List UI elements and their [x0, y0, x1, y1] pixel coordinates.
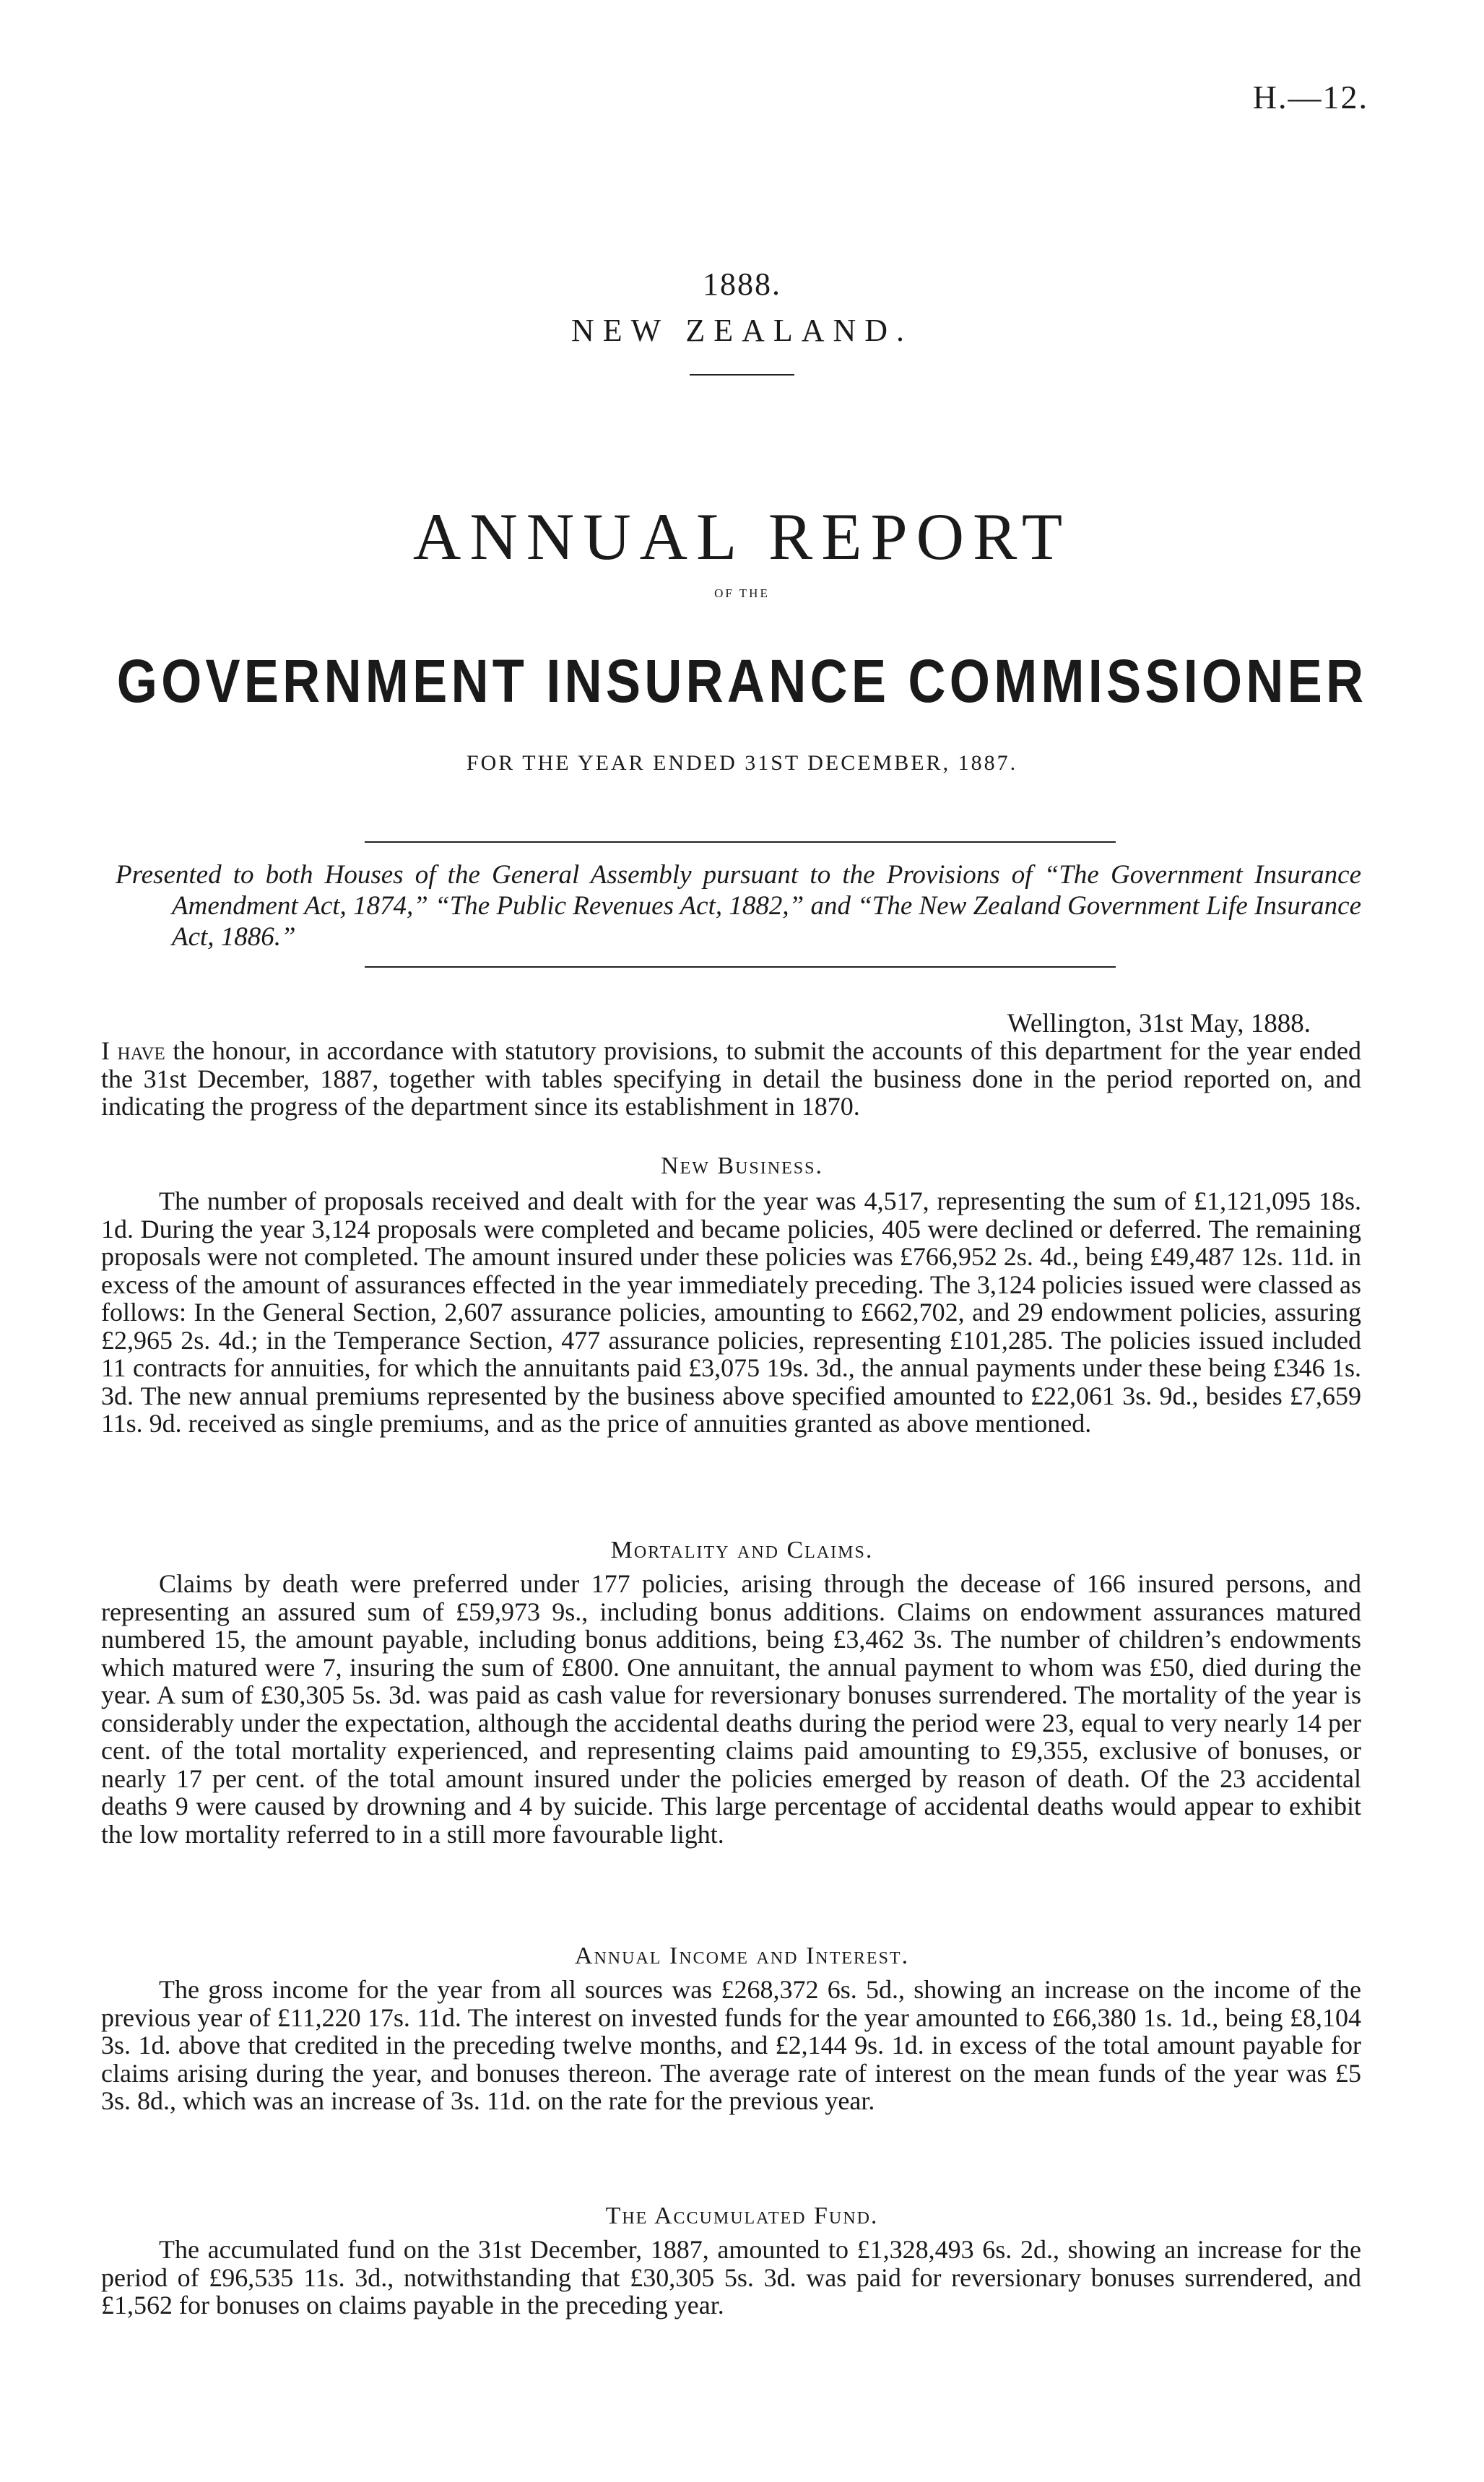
- report-subject: GOVERNMENT INSURANCE COMMISSIONER: [116, 647, 1368, 715]
- section-text-mortality: Claims by death were preferred under 177 policies, arising through the decease of 166 insured persons, and representing an assured sum of £59,973 9s., including bonus additions. Claims on endowment assurances matured numbered 15, the amount payable, including bonus additions, being £3,462 3s. The number of children’s endowments which matured were 7, insuring the sum of £800. One annuitant, the annual payment to whom was £50, died during the year. A sum of £30,305 5s. 3d. was paid as cash value for reversionary bonuses surrendered. The mortality of the year is considerably under the expectation, although the accidental deaths during the period were 23, equal to very nearly 14 per cent. of the total mortality experienced, and representing claims paid amounting to £9,355, exclusive of bonuses, or nearly 17 per cent. of the total amount insured under the policies emerged by reason of death. Of the 23 accidental deaths 9 were caused by drowning and 4 by suicide. This large percentage of accidental deaths would appear to exhibit the low mortality referred to in a still more favourable light.: [101, 1569, 1361, 1849]
- intro-paragraph: [101, 1037, 1361, 1121]
- intro-lead: I have: [101, 1036, 165, 1065]
- page-identifier: H.—12.: [1252, 79, 1368, 116]
- section-heading-mortality: Mortality and Claims.: [610, 1537, 874, 1563]
- presentation-note: Presented to both Houses of the General Assembly pursuant to the Provisions of “The Government Insurance Amendment Act, 1874,” “The Public Revenues Act, 1882,” and “The New Zealand Government Life Insurance Act, 1886.”: [116, 860, 1361, 952]
- divider-short: [690, 374, 794, 376]
- divider-bottom: [365, 966, 1116, 968]
- section-heading-accumulated-fund: The Accumulated Fund.: [605, 2203, 879, 2229]
- section-text-accumulated-fund: The accumulated fund on the 31st December, 1887, amounted to £1,328,493 6s. 2d., showing an increase for the period of £96,535 11s. 3d., notwithstanding that £30,305 5s. 3d. was paid for reversionary bonuses surrendered, and £1,562 for bonuses on claims payable in the preceding year.: [101, 2235, 1361, 2320]
- section-heading-new-business: New Business.: [661, 1153, 823, 1179]
- dateline: Wellington, 31st May, 1888.: [1007, 1009, 1311, 1038]
- title-connector: OF THE: [714, 586, 770, 600]
- report-title: ANNUAL REPORT: [412, 500, 1072, 573]
- section-text-income: The gross income for the year from all sources was £268,372 6s. 5d., showing an increase on the income of the previous year of £11,220 17s. 11d. The interest on invested funds for the year amounted to £66,380 1s. 1d., being £8,104 3s. 1d. above that credited in the preceding twelve months, and £2,144 9s. 1d. in excess of the total amount payable for claims arising during the year, and bonuses thereon. The average rate of interest on the mean funds of the year was £5 3s. 8d., which was an increase of 3s. 11d. on the rate for the previous year.: [101, 1975, 1361, 2115]
- intro-text: the honour, in accordance with statutory provisions, to submit the accounts of this department for the year ended the 31st December, 1887, together with tables specifying in detail the business done in the period reported on, and indicating the progress of the department since its establishment in 1870.: [101, 1036, 1361, 1121]
- report-year: 1888.: [703, 266, 781, 302]
- divider-top: [365, 841, 1116, 843]
- section-text-new-business: The number of proposals received and dealt with for the year was 4,517, representing the sum of £1,121,095 18s. 1d. During the year 3,124 proposals were completed and became policies, 405 were declined or deferred. The remaining proposals were not completed. The amount insured under these policies was £766,952 2s. 4d., being £49,487 12s. 11d. in excess of the amount of assurances effected in the year immediately preceding. The 3,124 policies issued were classed as follows: In the General Section, 2,607 assurance policies, amounting to £662,702, and 29 endowment policies, assuring £2,965 2s. 4d.; in the Temperance Section, 477 assurance policies, representing £101,285. The policies issued included 11 contracts for annuities, for which the annuitants paid £3,075 19s. 3d., the annual payments under these being £346 1s. 3d. The new annual premiums represented by the business above specified amounted to £22,061 3s. 9d., besides £7,659 11s. 9d. received as single premiums, and as the price of annuities granted as above mentioned.: [101, 1186, 1361, 1438]
- section-heading-income: Annual Income and Interest.: [574, 1943, 910, 1969]
- country-name: NEW ZEALAND.: [570, 313, 914, 348]
- report-period: FOR THE YEAR ENDED 31ST DECEMBER, 1887.: [466, 751, 1018, 775]
